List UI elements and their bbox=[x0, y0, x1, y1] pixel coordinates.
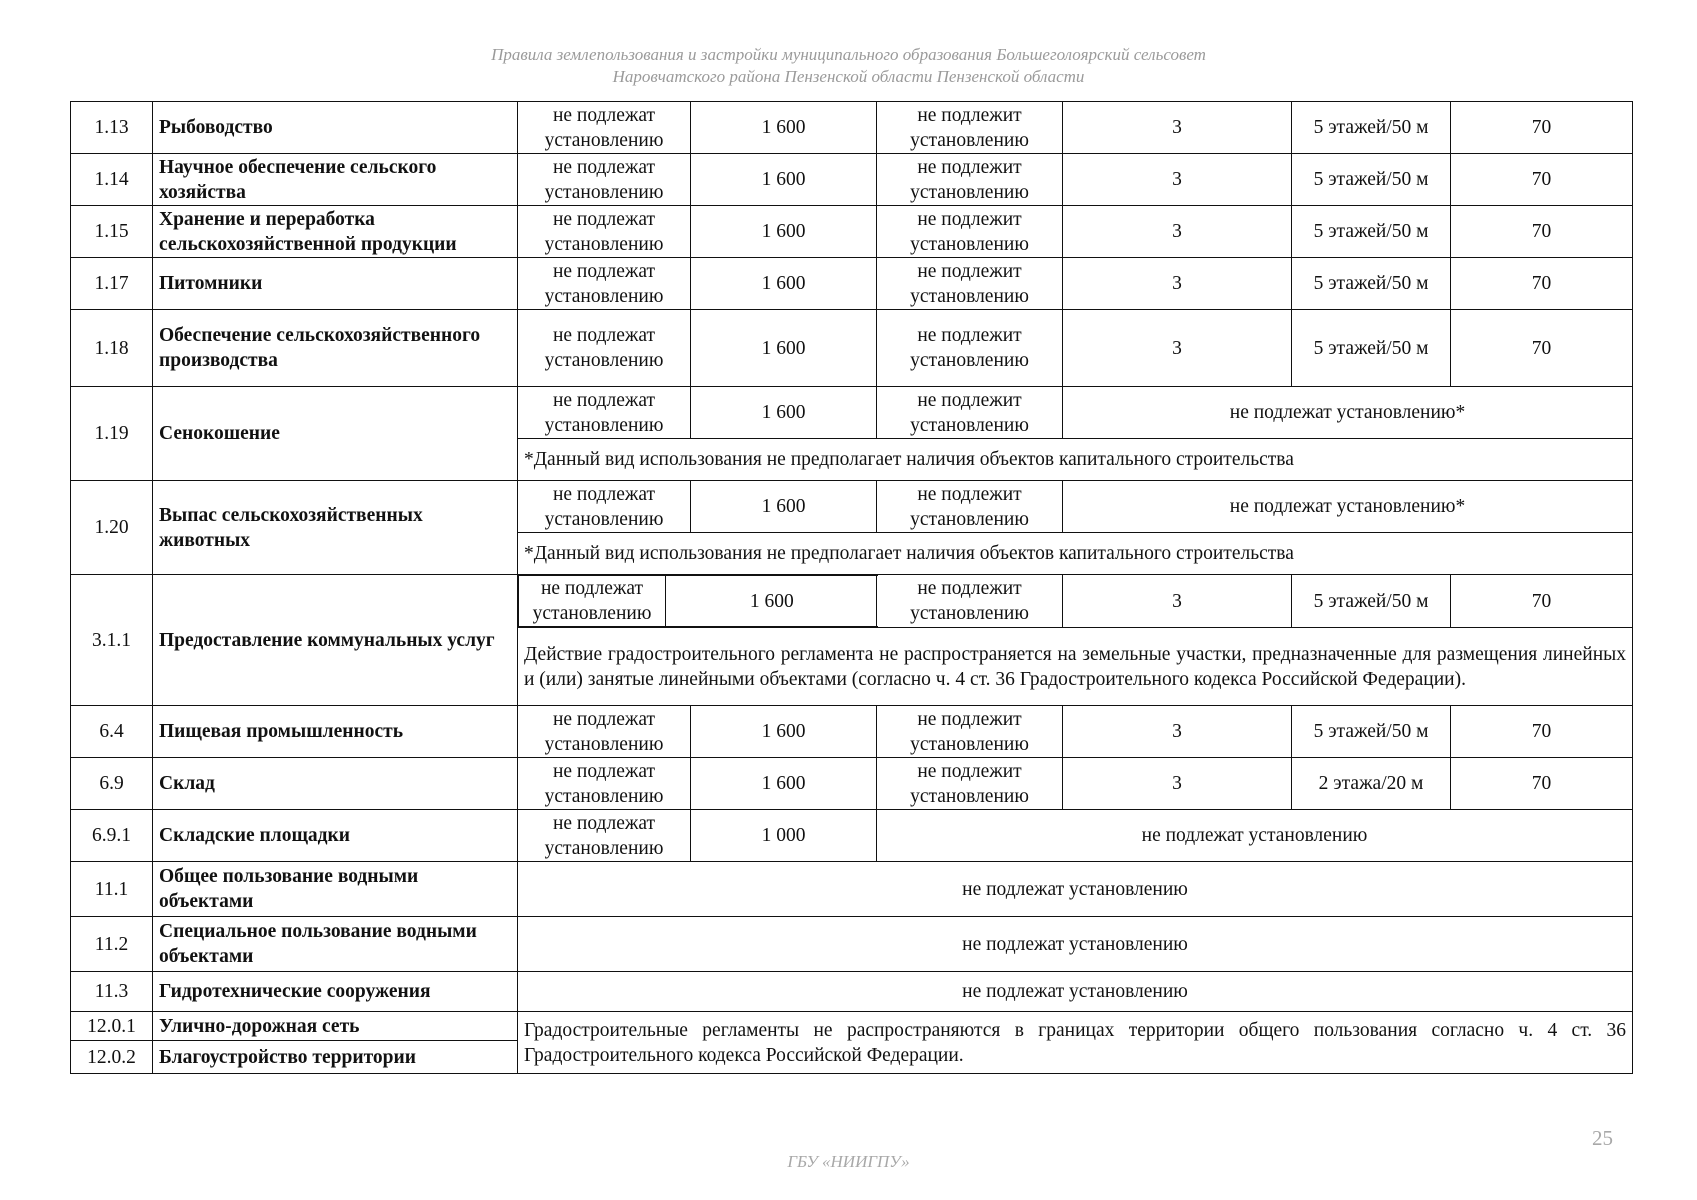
header-line-2: Наровчатского района Пензенской области Пензенской области bbox=[612, 67, 1085, 86]
cell-setback: 3 bbox=[1063, 154, 1292, 206]
table-row bbox=[71, 481, 1633, 533]
cell-min-size: не подлежат установлению bbox=[518, 258, 691, 310]
table-row bbox=[71, 758, 1633, 810]
document-header bbox=[0, 44, 1697, 88]
cell-floors: 5 этажей/50 м bbox=[1292, 102, 1451, 154]
cell-frontage: не подлежит установлению bbox=[877, 102, 1063, 154]
row-name: Специальное пользование водными объектами bbox=[153, 917, 518, 972]
cell-min-size: не подлежат установлению bbox=[518, 758, 691, 810]
row-note: Действие градостроительного регламента не распространяется на земельные участки, предназначенные для размещения линейных и (или) занятые линейными объектами (согласно ч. 4 ст. 36 Градостроительного кодекса Российской Федерации). bbox=[518, 628, 1633, 706]
cell-setback: 3 bbox=[1063, 310, 1292, 387]
cell-min-size: не подлежат установлению bbox=[518, 206, 691, 258]
row-name: Выпас сельскохозяйственных животных bbox=[153, 481, 518, 575]
row-code: 1.15 bbox=[71, 206, 153, 258]
table-row bbox=[71, 154, 1633, 206]
cell-min-size: не подлежат установлению bbox=[518, 706, 691, 758]
table-row bbox=[71, 258, 1633, 310]
row-code: 6.9.1 bbox=[71, 810, 153, 862]
row-name: Благоустройство территории bbox=[153, 1041, 518, 1074]
row-name: Научное обеспечение сельского хозяйства bbox=[153, 154, 518, 206]
cell-floors: 5 этажей/50 м bbox=[1292, 258, 1451, 310]
cell-setback: 3 bbox=[1063, 206, 1292, 258]
cell-setback: 3 bbox=[1063, 575, 1292, 628]
table-row bbox=[71, 917, 1633, 972]
table-row bbox=[71, 972, 1633, 1012]
cell-coverage: 70 bbox=[1451, 206, 1633, 258]
row-name: Обеспечение сельскохозяйственного производства bbox=[153, 310, 518, 387]
cell-not-established: не подлежат установлению bbox=[518, 862, 1633, 917]
cell-max-size: 1 600 bbox=[691, 102, 877, 154]
cell-coverage: 70 bbox=[1451, 102, 1633, 154]
cell-max-size: 1 600 bbox=[666, 576, 878, 627]
table-row bbox=[71, 810, 1633, 862]
regulations-table bbox=[70, 101, 1633, 1074]
row-code: 1.20 bbox=[71, 481, 153, 575]
cell-setback: 3 bbox=[1063, 258, 1292, 310]
cell-max-size: 1 600 bbox=[691, 154, 877, 206]
header-line-1: Правила землепользования и застройки муниципального образования Большеголоярский сельсовет bbox=[491, 45, 1206, 64]
cell-min-size: не подлежат установлению bbox=[519, 576, 666, 627]
row-name: Улично-дорожная сеть bbox=[153, 1012, 518, 1041]
row-name: Хранение и переработка сельскохозяйственной продукции bbox=[153, 206, 518, 258]
cell-coverage: 70 bbox=[1451, 258, 1633, 310]
table-row bbox=[71, 862, 1633, 917]
cell-max-size: 1 600 bbox=[691, 258, 877, 310]
cell-min-size: не подлежат установлению bbox=[518, 102, 691, 154]
cell-min-size: не подлежат установлению bbox=[518, 481, 691, 533]
cell-floors: 5 этажей/50 м bbox=[1292, 154, 1451, 206]
cell-coverage: 70 bbox=[1451, 758, 1633, 810]
table-row bbox=[71, 575, 1633, 628]
cell-setback: 3 bbox=[1063, 706, 1292, 758]
cell-floors: 2 этажа/20 м bbox=[1292, 758, 1451, 810]
cell-frontage: не подлежит установлению bbox=[877, 387, 1063, 439]
table-row bbox=[71, 206, 1633, 258]
cell-max-size: 1 600 bbox=[691, 758, 877, 810]
cell-not-established: не подлежат установлению bbox=[518, 972, 1633, 1012]
row-name: Предоставление коммунальных услуг bbox=[153, 575, 518, 706]
row-code: 12.0.2 bbox=[71, 1041, 153, 1074]
cell-not-established: не подлежат установлению bbox=[518, 917, 1633, 972]
row-code: 12.0.1 bbox=[71, 1012, 153, 1041]
cell-coverage: 70 bbox=[1451, 154, 1633, 206]
row-name: Пищевая промышленность bbox=[153, 706, 518, 758]
cell-coverage: 70 bbox=[1451, 575, 1633, 628]
cell-setback: 3 bbox=[1063, 102, 1292, 154]
cell-max-size: 1 600 bbox=[691, 706, 877, 758]
cell-frontage: не подлежит установлению bbox=[877, 206, 1063, 258]
cell-min-size: не подлежат установлению bbox=[518, 154, 691, 206]
row-code: 11.2 bbox=[71, 917, 153, 972]
row-name: Питомники bbox=[153, 258, 518, 310]
row-code: 1.14 bbox=[71, 154, 153, 206]
cell-min-size: не подлежат установлению bbox=[518, 310, 691, 387]
cell-max-size: 1 000 bbox=[691, 810, 877, 862]
table-row bbox=[71, 706, 1633, 758]
row-name: Складские площадки bbox=[153, 810, 518, 862]
row-name: Общее пользование водными объектами bbox=[153, 862, 518, 917]
cell-coverage: 70 bbox=[1451, 310, 1633, 387]
split-cell-table bbox=[518, 575, 878, 627]
cell-floors: 5 этажей/50 м bbox=[1292, 310, 1451, 387]
row-name: Рыбоводство bbox=[153, 102, 518, 154]
row-name: Сенокошение bbox=[153, 387, 518, 481]
cell-max-size: 1 600 bbox=[691, 310, 877, 387]
table-row bbox=[71, 1012, 1633, 1041]
row-code: 6.9 bbox=[71, 758, 153, 810]
cell-floors: 5 этажей/50 м bbox=[1292, 706, 1451, 758]
table-row bbox=[71, 310, 1633, 387]
row-code: 1.18 bbox=[71, 310, 153, 387]
row-code: 11.1 bbox=[71, 862, 153, 917]
cell-max-size: 1 600 bbox=[691, 481, 877, 533]
row-code: 1.19 bbox=[71, 387, 153, 481]
cell-frontage: не подлежит установлению bbox=[877, 258, 1063, 310]
row-name: Склад bbox=[153, 758, 518, 810]
table-row bbox=[71, 102, 1633, 154]
row-note: *Данный вид использования не предполагает наличия объектов капитального строительства bbox=[518, 533, 1633, 575]
cell-not-established: не подлежат установлению* bbox=[1063, 387, 1633, 439]
cell-not-established: не подлежат установлению bbox=[877, 810, 1633, 862]
cell-min-size: не подлежат установлению bbox=[518, 810, 691, 862]
cell-frontage: не подлежит установлению bbox=[877, 310, 1063, 387]
cell-coverage: 70 bbox=[1451, 706, 1633, 758]
cell-floors: 5 этажей/50 м bbox=[1292, 206, 1451, 258]
cell-frontage: не подлежит установлению bbox=[877, 481, 1063, 533]
page-number: 25 bbox=[1592, 1126, 1613, 1150]
cell-max-size: 1 600 bbox=[691, 387, 877, 439]
row-code: 3.1.1 bbox=[71, 575, 153, 706]
row-code: 1.13 bbox=[71, 102, 153, 154]
table-row bbox=[71, 387, 1633, 439]
cell-setback: 3 bbox=[1063, 758, 1292, 810]
row-name: Гидротехнические сооружения bbox=[153, 972, 518, 1012]
cell-frontage: не подлежит установлению bbox=[877, 706, 1063, 758]
row-code: 6.4 bbox=[71, 706, 153, 758]
cell-floors: 5 этажей/50 м bbox=[1292, 575, 1451, 628]
row-note: *Данный вид использования не предполагает наличия объектов капитального строительства bbox=[518, 439, 1633, 481]
cell-frontage: не подлежит установлению bbox=[877, 575, 1063, 628]
cell-frontage: не подлежит установлению bbox=[877, 758, 1063, 810]
cell-frontage: не подлежит установлению bbox=[877, 154, 1063, 206]
row-code: 11.3 bbox=[71, 972, 153, 1012]
row-code: 1.17 bbox=[71, 258, 153, 310]
row-note: Градостроительные регламенты не распространяются в границах территории общего пользования согласно ч. 4 ст. 36 Градостроительного кодекса Российской Федерации. bbox=[518, 1012, 1633, 1074]
cell-not-established: не подлежат установлению* bbox=[1063, 481, 1633, 533]
cell-min-size: не подлежат установлению bbox=[518, 387, 691, 439]
split-cell bbox=[518, 575, 877, 628]
document-footer: ГБУ «НИИГПУ» bbox=[787, 1152, 910, 1171]
cell-max-size: 1 600 bbox=[691, 206, 877, 258]
